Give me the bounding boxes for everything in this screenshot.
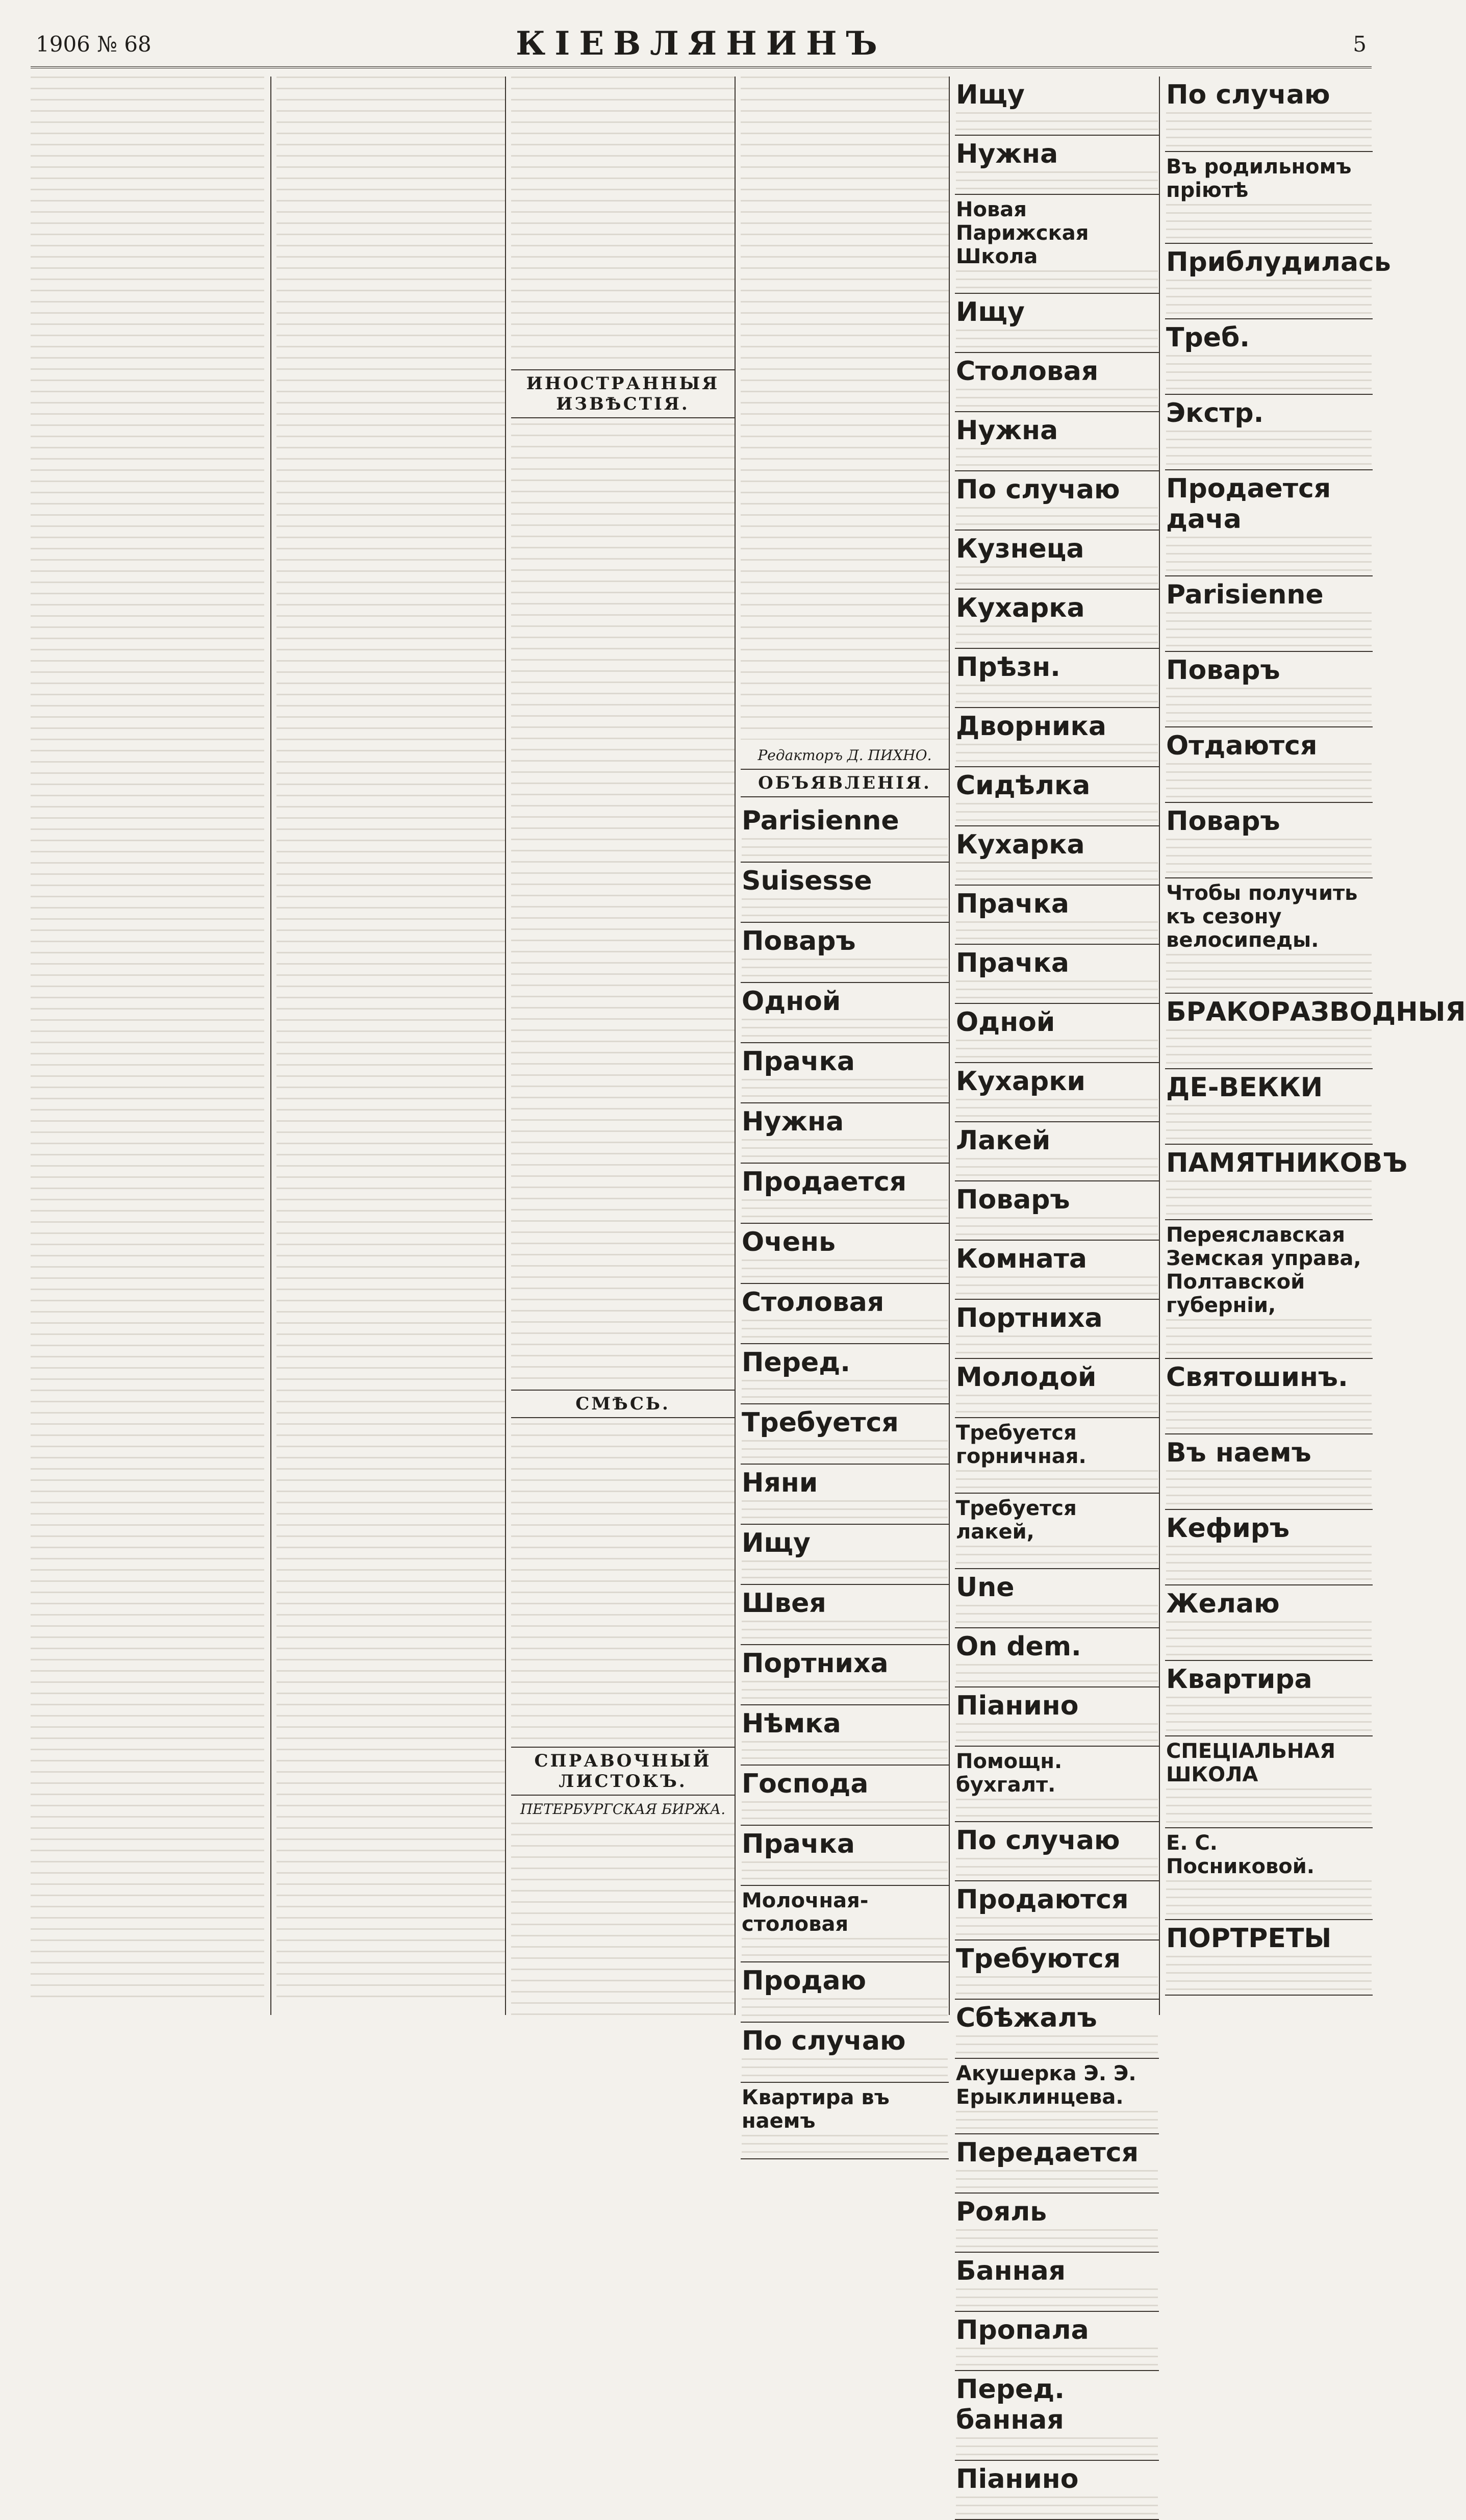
ad-body-text xyxy=(742,838,948,859)
classified-ad xyxy=(955,649,1159,708)
ad-headword: Ищу xyxy=(742,1528,811,1558)
classified-ad xyxy=(955,2312,1159,2371)
section-heading-foreign-news: ИНОСТРАННЫЯ ИЗВѢСТІЯ. xyxy=(511,369,735,418)
ad-body-text xyxy=(1166,1546,1372,1581)
ad-body-text xyxy=(956,2229,1158,2249)
ad-headword: Продается xyxy=(742,1167,907,1197)
ad-headword: Передается xyxy=(956,2137,1139,2168)
ad-headword: Кузнеца xyxy=(956,534,1084,564)
classified-ad xyxy=(741,2083,949,2159)
ad-headword: Parisienne xyxy=(742,805,899,836)
ad-body-text xyxy=(956,1664,1158,1683)
classified-ad xyxy=(741,1886,949,1962)
classified-ad xyxy=(955,886,1159,945)
article-text-block xyxy=(511,1423,735,1740)
ad-headword: Столовая xyxy=(742,1287,884,1318)
ad-headword: Приблудилась xyxy=(1166,247,1391,278)
ad-headword: Нужна xyxy=(956,139,1058,169)
ad-headword: Нѣмка xyxy=(742,1708,841,1739)
ad-headword: Очень xyxy=(742,1227,836,1257)
ad-headword: Желаю xyxy=(1166,1589,1280,1619)
classified-ad xyxy=(741,1705,949,1766)
column-2 xyxy=(270,77,505,2015)
classified-ad xyxy=(955,1241,1159,1300)
ad-body-text xyxy=(1166,1029,1372,1065)
classified-ad xyxy=(741,1344,949,1404)
ad-body-text xyxy=(742,1320,948,1340)
classified-ad xyxy=(741,1465,949,1525)
ad-headword: По случаю xyxy=(1166,80,1330,110)
ad-headword: Святошинъ. xyxy=(1166,1362,1348,1393)
ad-headword: Въ родильномъ пріютѣ xyxy=(1166,155,1352,202)
ad-headword: Одной xyxy=(742,986,841,1017)
classified-ad xyxy=(955,1181,1159,1241)
ad-headword: Молодой xyxy=(956,1362,1097,1393)
ad-headword: Треб. xyxy=(1166,322,1250,353)
classified-ad xyxy=(1165,1920,1373,1996)
ad-body-text xyxy=(956,448,1158,467)
ad-headword: Няни xyxy=(742,1468,818,1498)
ad-body-text xyxy=(956,1217,1158,1237)
ad-body-text xyxy=(1166,431,1372,466)
ad-headword: По случаю xyxy=(742,2026,906,2056)
column-3 xyxy=(505,77,735,2015)
classified-ad xyxy=(955,767,1159,826)
article-text-block xyxy=(276,77,505,2005)
ad-body-text xyxy=(1166,688,1372,723)
ad-headword: Кефиръ xyxy=(1166,1513,1290,1544)
classified-ad xyxy=(741,1103,949,1164)
ad-headword: Новая Парижская Школа xyxy=(956,198,1089,268)
ad-headword: Поваръ xyxy=(1166,655,1280,686)
ad-headword: СПЕЦІАЛЬНАЯ ШКОЛА xyxy=(1166,1740,1336,1786)
ad-headword: Поваръ xyxy=(742,926,856,956)
ad-headword: Требуются xyxy=(956,1944,1121,1974)
ad-body-text xyxy=(956,980,1158,1000)
ad-headword: Рояль xyxy=(956,2197,1047,2227)
classified-ad xyxy=(1165,878,1373,994)
newspaper-title: КІЕВЛЯНИНЪ xyxy=(516,24,887,63)
classified-ad xyxy=(955,1418,1159,1494)
ad-body-text xyxy=(1166,839,1372,874)
classified-ad xyxy=(1165,77,1373,152)
classified-ad xyxy=(1165,1510,1373,1585)
classified-ad xyxy=(1165,1220,1373,1359)
ad-body-text xyxy=(956,1470,1158,1490)
classified-ad xyxy=(955,1569,1159,1628)
classified-ad xyxy=(741,2023,949,2083)
ad-headword: Продаются xyxy=(956,1884,1129,1915)
ad-body-text xyxy=(956,862,1158,881)
ad-body-text xyxy=(956,2035,1158,2055)
ad-body-text xyxy=(1166,1880,1372,1916)
column-5 xyxy=(949,77,1159,2494)
ad-body-text xyxy=(956,1335,1158,1355)
ad-headword: Поваръ xyxy=(1166,806,1280,837)
classified-ad xyxy=(955,1004,1159,1063)
ad-body-text xyxy=(956,1395,1158,1414)
classified-ad xyxy=(955,1122,1159,1181)
ad-body-text xyxy=(742,1199,948,1220)
ad-headword: Кухарка xyxy=(956,593,1085,623)
classified-ad xyxy=(1165,1585,1373,1661)
ad-body-text xyxy=(742,1259,948,1280)
classified-ad xyxy=(741,802,949,863)
classified-ad xyxy=(1165,152,1373,244)
classified-ad xyxy=(741,1962,949,2023)
classified-ad xyxy=(741,923,949,983)
classified-ad xyxy=(1165,1359,1373,1434)
ad-headword: Кухарка xyxy=(956,829,1085,860)
article-text-block xyxy=(31,77,264,2005)
ad-body-text xyxy=(1166,1105,1372,1141)
ad-headword: Une xyxy=(956,1572,1015,1603)
ad-body-text xyxy=(1166,612,1372,648)
ad-body-text xyxy=(742,1741,948,1761)
ad-body-text xyxy=(956,270,1158,290)
ad-headword: Сбѣжалъ xyxy=(956,2003,1097,2033)
ad-headword: Лакей xyxy=(956,1125,1051,1156)
column-1 xyxy=(31,77,264,2015)
ad-body-text xyxy=(742,1681,948,1701)
ad-body-text xyxy=(742,2058,948,2079)
classified-ad xyxy=(955,945,1159,1004)
classified-ad xyxy=(955,826,1159,886)
classified-ad xyxy=(955,2194,1159,2253)
ad-body-text xyxy=(1166,112,1372,148)
ad-headword: Чтобы получить къ сезону велосипеды. xyxy=(1166,881,1358,952)
ad-body-text xyxy=(742,1938,948,1958)
ad-body-text xyxy=(1166,1470,1372,1506)
ad-body-text xyxy=(956,1276,1158,1296)
classified-ad xyxy=(1165,1736,1373,1828)
classified-ad xyxy=(955,1300,1159,1359)
exchange-table-block xyxy=(511,1823,735,2017)
classified-ad xyxy=(955,1941,1159,2000)
article-text-block xyxy=(741,77,949,740)
ad-headword: Требуется лакей, xyxy=(956,1497,1077,1544)
ad-body-text xyxy=(956,2437,1158,2457)
section-heading-miscellany: СМѢСЬ. xyxy=(511,1390,735,1418)
classified-ad xyxy=(955,2371,1159,2461)
ad-body-text xyxy=(956,1858,1158,1877)
ad-headword: Банная xyxy=(956,2256,1066,2286)
ad-body-text xyxy=(1166,954,1372,990)
ad-body-text xyxy=(956,2170,1158,2189)
ad-headword: Дворника xyxy=(956,711,1106,742)
ad-headword: Портниха xyxy=(742,1648,889,1679)
classified-ad xyxy=(955,412,1159,471)
classified-ad xyxy=(741,1043,949,1103)
classified-ad xyxy=(955,708,1159,767)
ad-headword: ПОРТРЕТЫ xyxy=(1166,1923,1332,1954)
ad-body-text xyxy=(956,1917,1158,1936)
classified-ad xyxy=(1165,994,1466,1069)
classified-ad xyxy=(955,353,1159,412)
classified-ad xyxy=(955,2059,1159,2134)
classified-ad xyxy=(955,2253,1159,2312)
ad-headword: Продаю xyxy=(742,1965,867,1996)
ad-body-text xyxy=(956,566,1158,586)
ad-body-text xyxy=(1166,1319,1372,1355)
ad-body-text xyxy=(1166,763,1372,799)
ad-body-text xyxy=(1166,1180,1372,1216)
ad-body-text xyxy=(956,507,1158,526)
classified-ad xyxy=(955,531,1159,590)
classified-ad xyxy=(955,1494,1159,1569)
ad-headword: Переяславская Земская управа, Полтавской губерніи, xyxy=(1166,1223,1361,1317)
ad-body-text xyxy=(956,625,1158,645)
classified-ad xyxy=(955,471,1159,531)
ad-body-text xyxy=(742,1998,948,2019)
ad-headword: Parisienne xyxy=(1166,579,1324,610)
classified-ad xyxy=(1165,1145,1408,1220)
ad-body-text xyxy=(742,959,948,979)
ad-headword: Піанино xyxy=(956,2464,1079,2494)
ad-body-text xyxy=(1166,1956,1372,1992)
ad-headword: Нужна xyxy=(956,415,1058,446)
classified-ad xyxy=(1165,244,1391,319)
ad-body-text xyxy=(956,1040,1158,1059)
classified-ad xyxy=(1165,652,1373,727)
ad-body-text xyxy=(956,2111,1158,2130)
classified-ad xyxy=(955,1822,1159,1881)
ad-headword: Отдаются xyxy=(1166,730,1318,761)
ad-headword: Въ наемъ xyxy=(1166,1438,1311,1468)
ad-body-text xyxy=(956,744,1158,763)
ad-body-text xyxy=(742,1621,948,1641)
ad-headword: Поваръ xyxy=(956,1185,1070,1215)
ad-body-text xyxy=(1166,1621,1372,1657)
classified-ad xyxy=(1165,803,1373,878)
ad-headword: По случаю xyxy=(956,474,1120,505)
classified-ad xyxy=(955,1359,1159,1418)
classified-ad xyxy=(741,1585,949,1645)
ad-headword: Прачка xyxy=(742,1046,855,1077)
ad-headword: Прачка xyxy=(742,1829,855,1859)
ad-headword: По случаю xyxy=(956,1825,1120,1856)
ad-body-text xyxy=(742,1380,948,1400)
ad-body-text xyxy=(956,1158,1158,1177)
ad-body-text xyxy=(742,1801,948,1822)
ad-body-text xyxy=(956,2288,1158,2308)
ad-body-text xyxy=(742,1019,948,1039)
ad-headword: Квартира xyxy=(1166,1664,1312,1695)
ad-body-text xyxy=(956,1799,1158,1818)
ad-headword: Перед. банная xyxy=(956,2374,1065,2435)
ad-headword: Квартира въ наемъ xyxy=(742,2086,890,2133)
section-subheading-exchange: ПЕТЕРБУРГСКАЯ БИРЖА. xyxy=(520,1801,726,1818)
ad-body-text xyxy=(956,1099,1158,1118)
ad-body-text xyxy=(956,1723,1158,1743)
ad-body-text xyxy=(956,330,1158,349)
ad-headword: Экстр. xyxy=(1166,398,1264,429)
classified-ad xyxy=(741,863,949,923)
ad-headword: Ищу xyxy=(956,297,1025,327)
ad-body-text xyxy=(1166,204,1372,240)
article-text-block xyxy=(511,423,735,1382)
classified-ad xyxy=(955,195,1159,294)
masthead xyxy=(31,20,1372,68)
classified-ad xyxy=(1165,1069,1373,1145)
classified-ad xyxy=(955,2134,1159,2194)
classified-ad xyxy=(741,1164,949,1224)
classified-ad xyxy=(1165,1828,1373,1920)
ad-body-text xyxy=(742,898,948,919)
classified-ad xyxy=(955,136,1159,195)
classified-ad xyxy=(741,1645,949,1705)
classified-ad xyxy=(955,590,1159,649)
page-number: 5 xyxy=(1353,32,1367,57)
ad-headword: Акушерка Э. Э. Ерыклинцева. xyxy=(956,2062,1136,2109)
ad-headword: Нужна xyxy=(742,1106,844,1137)
ad-headword: Помощн. бухгалт. xyxy=(956,1750,1063,1797)
ad-headword: БРАКОРАЗВОДНЫЯ xyxy=(1166,997,1466,1027)
classified-ad xyxy=(955,1747,1159,1822)
ad-headword: Комната xyxy=(956,1244,1087,1274)
ad-headword: Требуется горничная. xyxy=(956,1421,1086,1468)
section-heading-ads: ОБЪЯВЛЕНІЯ. xyxy=(741,769,949,797)
classified-ad xyxy=(1165,1434,1373,1510)
ad-headword: Столовая xyxy=(956,356,1099,387)
classified-ad xyxy=(1165,470,1373,576)
classified-ad xyxy=(1165,1661,1373,1736)
column-6 xyxy=(1159,77,1466,2015)
classified-ad xyxy=(741,1826,949,1886)
column-4 xyxy=(735,77,949,2133)
issue-number: 1906 № 68 xyxy=(36,32,151,57)
classified-ad xyxy=(1165,319,1373,395)
ad-body-text xyxy=(1166,1788,1372,1824)
classified-ad xyxy=(955,1628,1159,1687)
ad-headword: Господа xyxy=(742,1769,869,1799)
ad-headword: Ищу xyxy=(956,80,1025,110)
section-heading-reference: СПРАВОЧНЫЙ ЛИСТОКЪ. xyxy=(511,1747,735,1796)
ad-headword: Прачка xyxy=(956,889,1069,919)
classified-ad xyxy=(955,1063,1159,1122)
ad-headword: Портниха xyxy=(956,1303,1103,1333)
ad-body-text xyxy=(742,1139,948,1160)
classified-ad xyxy=(741,983,949,1043)
editor-signature: Редакторъ Д. ПИХНО. xyxy=(757,747,932,764)
classified-ad xyxy=(741,1525,949,1585)
ad-headword: Кухарки xyxy=(956,1066,1085,1097)
ad-body-text xyxy=(956,1546,1158,1565)
ad-body-text xyxy=(742,1440,948,1460)
ad-headword: ПАМЯТНИКОВЪ xyxy=(1166,1148,1408,1178)
ad-body-text xyxy=(956,389,1158,408)
ad-body-text xyxy=(956,1605,1158,1624)
ad-body-text xyxy=(1166,355,1372,391)
article-text-block xyxy=(511,77,735,362)
ad-headword: Прѣзн. xyxy=(956,652,1060,683)
ad-body-text xyxy=(956,921,1158,941)
ad-body-text xyxy=(956,2497,1158,2516)
ad-body-text xyxy=(742,1861,948,1882)
ad-body-text xyxy=(1166,1395,1372,1430)
ad-body-text xyxy=(956,685,1158,704)
ad-body-text xyxy=(742,1079,948,1099)
classified-ad xyxy=(955,2461,1159,2520)
ad-body-text xyxy=(1166,537,1372,572)
ad-headword: ДЕ-ВЕККИ xyxy=(1166,1072,1323,1103)
ad-body-text xyxy=(956,171,1158,191)
ad-body-text xyxy=(956,112,1158,132)
ad-headword: Швея xyxy=(742,1588,826,1619)
ad-headword: On dem. xyxy=(956,1631,1081,1662)
ad-headword: Прачка xyxy=(956,948,1069,978)
classified-ad xyxy=(955,1881,1159,1941)
classified-ad xyxy=(955,2000,1159,2059)
ad-headword: Продается дача xyxy=(1166,473,1331,535)
ad-body-text xyxy=(956,803,1158,822)
ad-body-text xyxy=(742,2135,948,2155)
ad-headword: Молочная-столовая xyxy=(742,1889,869,1936)
ad-body-text xyxy=(956,1976,1158,1996)
ad-body-text xyxy=(1166,280,1372,315)
ad-headword: Е. С. Посниковой. xyxy=(1166,1831,1315,1878)
ad-headword: Сидѣлка xyxy=(956,770,1091,801)
ad-body-text xyxy=(742,1560,948,1581)
classified-ad xyxy=(1165,395,1373,470)
classified-ad xyxy=(741,1766,949,1826)
classified-ad xyxy=(1165,727,1373,803)
ad-body-text xyxy=(1166,1697,1372,1732)
classified-ad xyxy=(741,1284,949,1344)
classified-ad xyxy=(1165,576,1373,652)
ad-body-text xyxy=(956,2348,1158,2367)
ad-headword: Пропала xyxy=(956,2315,1089,2346)
classified-ad xyxy=(741,1404,949,1465)
ad-headword: Перед. xyxy=(742,1347,851,1378)
ad-headword: Suisesse xyxy=(742,866,872,896)
ad-headword: Піанино xyxy=(956,1691,1079,1721)
classified-ad xyxy=(955,1687,1159,1747)
classified-ad xyxy=(955,294,1159,353)
classified-ad xyxy=(955,77,1159,136)
classified-ad xyxy=(741,1224,949,1284)
ad-body-text xyxy=(742,1500,948,1521)
ad-headword: Одной xyxy=(956,1007,1055,1038)
ad-headword: Требуется xyxy=(742,1407,899,1438)
newspaper-page xyxy=(31,20,1466,2494)
